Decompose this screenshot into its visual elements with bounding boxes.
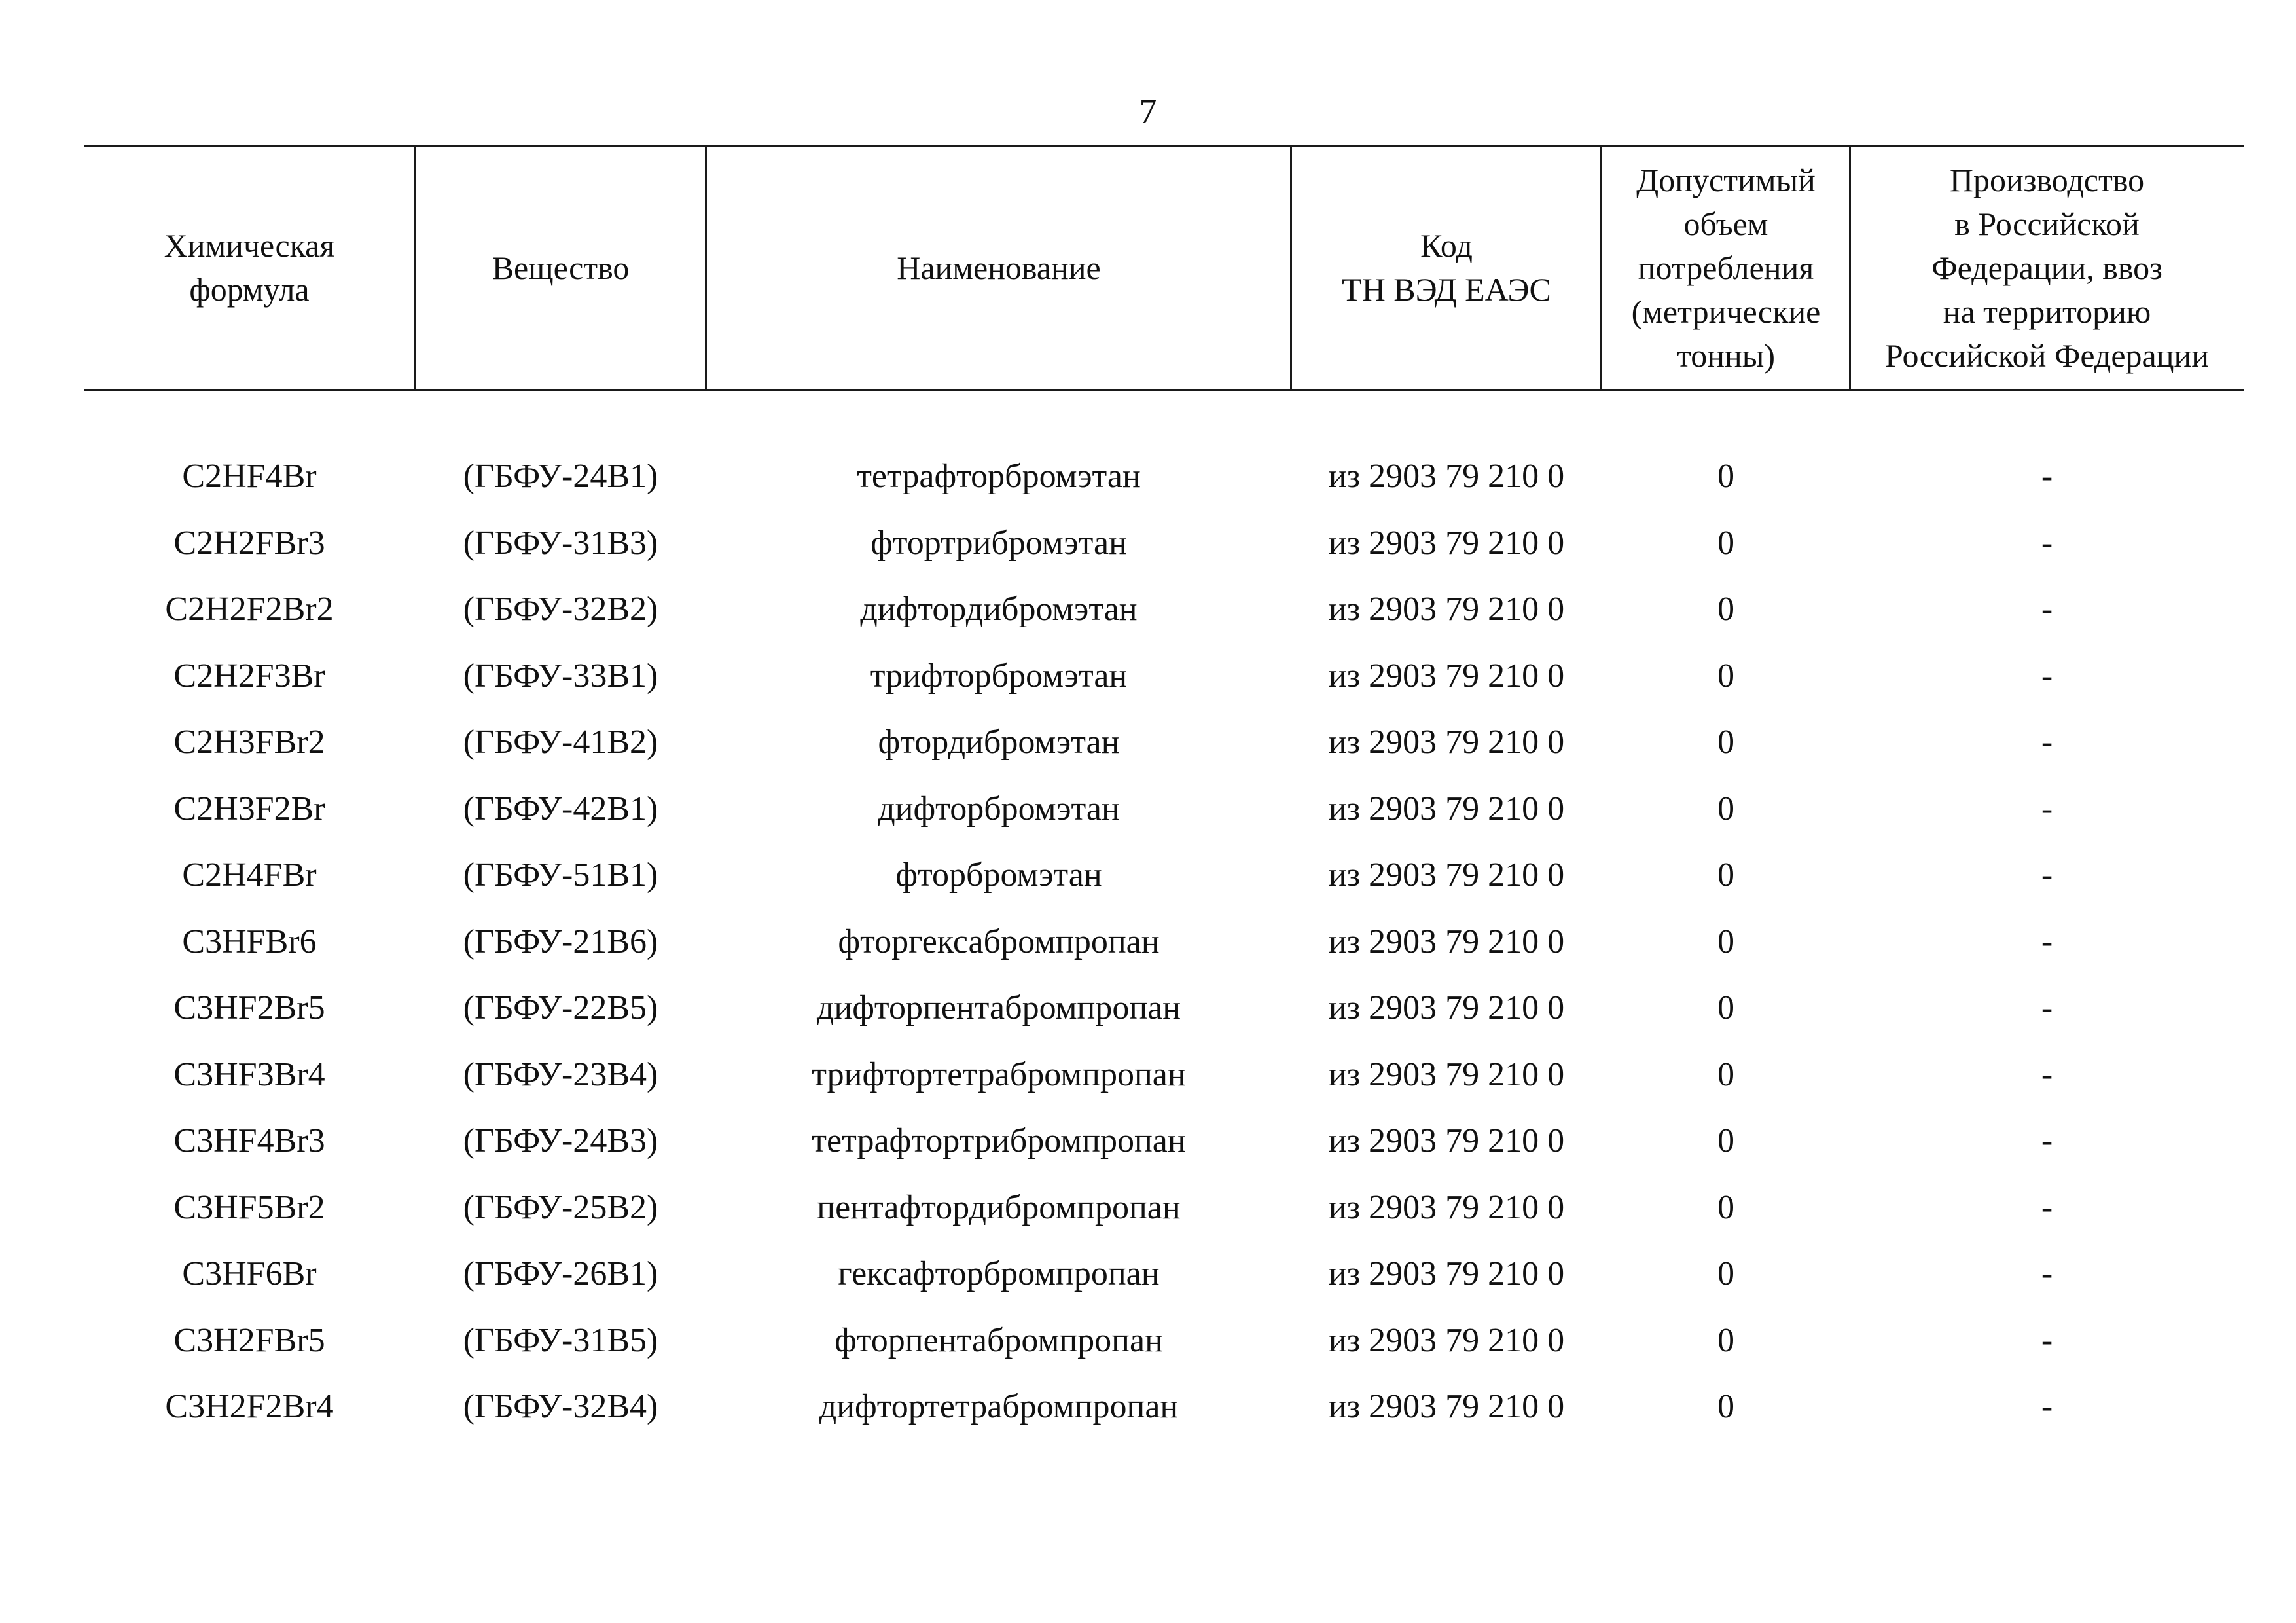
cell-substance: (ГБФУ-32B2) xyxy=(463,591,658,628)
cell-substance: (ГБФУ-41B2) xyxy=(463,723,658,761)
header-name: Наименование xyxy=(897,249,1101,286)
table-row xyxy=(84,1185,2244,1252)
table-row xyxy=(84,1251,2244,1318)
cell-chemical-formula: C3HF3Br4 xyxy=(173,1055,325,1093)
cell-chemical-formula: C2H2FBr3 xyxy=(173,524,325,562)
cell-name: тетрафтортрибромпропан xyxy=(812,1122,1186,1159)
table-row xyxy=(84,1384,2244,1451)
cell-chemical-formula: C3HF5Br2 xyxy=(173,1188,325,1226)
cell-chemical-formula: C3HF4Br3 xyxy=(173,1122,325,1159)
cell-chemical-formula: C3HFBr6 xyxy=(182,922,317,960)
table-row xyxy=(84,852,2244,919)
cell-substance: (ГБФУ-23B4) xyxy=(463,1055,658,1093)
table-row xyxy=(84,1118,2244,1185)
cell-substance: (ГБФУ-31B5) xyxy=(463,1321,658,1359)
cell-name: тетрафторбромэтан xyxy=(857,458,1141,495)
header-customs-code: Код ТН ВЭД ЕАЭС xyxy=(1342,227,1551,308)
cell-chemical-formula: C2H3F2Br xyxy=(173,790,325,828)
cell-name: дифтордибромэтан xyxy=(860,591,1138,628)
cell-customs-code: из 2903 79 210 0 xyxy=(1328,458,1565,495)
cell-production: - xyxy=(2041,1255,2053,1292)
cell-customs-code: из 2903 79 210 0 xyxy=(1328,1122,1565,1159)
cell-name: дифтортетрабромпропан xyxy=(819,1388,1179,1425)
cell-chemical-formula: C2H2F2Br2 xyxy=(165,591,334,628)
column-divider xyxy=(414,147,416,390)
cell-production: - xyxy=(2041,524,2053,562)
table-body xyxy=(84,454,2244,1451)
table-row xyxy=(84,919,2244,986)
table-row xyxy=(84,454,2244,520)
table-header-bottom-rule xyxy=(84,389,2244,391)
cell-name: дифторпентабромпропан xyxy=(816,989,1181,1027)
cell-allowed-volume: 0 xyxy=(1717,856,1734,894)
cell-chemical-formula: C2H3FBr2 xyxy=(173,723,325,761)
header-production-import: Производство в Российской Федерации, ввоз на территорию Российской Федерации xyxy=(1884,161,2210,374)
cell-substance: (ГБФУ-33B1) xyxy=(463,657,658,695)
cell-allowed-volume: 0 xyxy=(1717,1188,1734,1226)
cell-customs-code: из 2903 79 210 0 xyxy=(1328,856,1565,894)
table-row xyxy=(84,786,2244,853)
header-substance: Вещество xyxy=(492,249,630,286)
cell-customs-code: из 2903 79 210 0 xyxy=(1328,1055,1565,1093)
table-row xyxy=(84,1052,2244,1119)
cell-chemical-formula: C3HF6Br xyxy=(182,1255,317,1292)
cell-production: - xyxy=(2041,1122,2053,1159)
cell-production: - xyxy=(2041,989,2053,1027)
cell-customs-code: из 2903 79 210 0 xyxy=(1328,591,1565,628)
cell-name: пентафтордибромпропан xyxy=(817,1188,1181,1226)
cell-substance: (ГБФУ-22B5) xyxy=(463,989,658,1027)
header-allowed-consumption: Допустимый объем потребления (метрические тонны) xyxy=(1631,161,1821,374)
cell-name: трифторбромэтан xyxy=(870,657,1128,695)
column-divider xyxy=(1849,147,1851,390)
cell-chemical-formula: C3H2FBr5 xyxy=(173,1321,325,1359)
cell-substance: (ГБФУ-24B1) xyxy=(463,458,658,495)
cell-name: гексафторбромпропан xyxy=(838,1255,1160,1292)
cell-chemical-formula: C2HF4Br xyxy=(182,458,317,495)
cell-substance: (ГБФУ-32B4) xyxy=(463,1388,658,1425)
cell-allowed-volume: 0 xyxy=(1717,1122,1734,1159)
cell-chemical-formula: C2H2F3Br xyxy=(173,657,325,695)
table-row xyxy=(84,653,2244,720)
cell-allowed-volume: 0 xyxy=(1717,1321,1734,1359)
cell-production: - xyxy=(2041,657,2053,695)
cell-name: фторпентабромпропан xyxy=(834,1321,1163,1359)
page-number: 7 xyxy=(1139,92,1157,131)
cell-production: - xyxy=(2041,1055,2053,1093)
cell-name: фторгексабромпропан xyxy=(838,922,1160,960)
cell-substance: (ГБФУ-42B1) xyxy=(463,790,658,828)
cell-name: трифтортетрабромпропан xyxy=(812,1055,1186,1093)
cell-name: фтордибромэтан xyxy=(878,723,1120,761)
cell-customs-code: из 2903 79 210 0 xyxy=(1328,790,1565,828)
cell-allowed-volume: 0 xyxy=(1717,1255,1734,1292)
cell-production: - xyxy=(2041,856,2053,894)
cell-substance: (ГБФУ-24B3) xyxy=(463,1122,658,1159)
cell-customs-code: из 2903 79 210 0 xyxy=(1328,1255,1565,1292)
cell-customs-code: из 2903 79 210 0 xyxy=(1328,1321,1565,1359)
cell-production: - xyxy=(2041,458,2053,495)
cell-production: - xyxy=(2041,1188,2053,1226)
cell-customs-code: из 2903 79 210 0 xyxy=(1328,922,1565,960)
table-row xyxy=(84,985,2244,1052)
cell-substance: (ГБФУ-31B3) xyxy=(463,524,658,562)
cell-allowed-volume: 0 xyxy=(1717,591,1734,628)
column-divider xyxy=(1600,147,1602,390)
cell-chemical-formula: C3H2F2Br4 xyxy=(165,1388,334,1425)
cell-production: - xyxy=(2041,591,2053,628)
cell-name: фторбромэтан xyxy=(895,856,1102,894)
table-row xyxy=(84,520,2244,587)
cell-customs-code: из 2903 79 210 0 xyxy=(1328,723,1565,761)
table-row xyxy=(84,720,2244,786)
cell-chemical-formula: C2H4FBr xyxy=(182,856,317,894)
header-chemical-formula: Химическая формула xyxy=(164,227,335,308)
cell-customs-code: из 2903 79 210 0 xyxy=(1328,657,1565,695)
cell-substance: (ГБФУ-25B2) xyxy=(463,1188,658,1226)
cell-customs-code: из 2903 79 210 0 xyxy=(1328,989,1565,1027)
table-row xyxy=(84,1318,2244,1385)
cell-production: - xyxy=(2041,1388,2053,1425)
cell-substance: (ГБФУ-51B1) xyxy=(463,856,658,894)
cell-customs-code: из 2903 79 210 0 xyxy=(1328,524,1565,562)
cell-allowed-volume: 0 xyxy=(1717,723,1734,761)
cell-allowed-volume: 0 xyxy=(1717,524,1734,562)
cell-substance: (ГБФУ-26B1) xyxy=(463,1255,658,1292)
cell-production: - xyxy=(2041,790,2053,828)
table-header xyxy=(84,147,2244,389)
cell-name: дифторбромэтан xyxy=(878,790,1120,828)
cell-allowed-volume: 0 xyxy=(1717,989,1734,1027)
column-divider xyxy=(705,147,707,390)
cell-allowed-volume: 0 xyxy=(1717,790,1734,828)
cell-production: - xyxy=(2041,1321,2053,1359)
cell-allowed-volume: 0 xyxy=(1717,458,1734,495)
cell-allowed-volume: 0 xyxy=(1717,657,1734,695)
cell-allowed-volume: 0 xyxy=(1717,1388,1734,1425)
table-row xyxy=(84,587,2244,653)
column-divider xyxy=(1290,147,1292,390)
cell-chemical-formula: C3HF2Br5 xyxy=(173,989,325,1027)
cell-name: фтортрибромэтан xyxy=(870,524,1127,562)
cell-substance: (ГБФУ-21B6) xyxy=(463,922,658,960)
cell-allowed-volume: 0 xyxy=(1717,1055,1734,1093)
cell-customs-code: из 2903 79 210 0 xyxy=(1328,1188,1565,1226)
cell-customs-code: из 2903 79 210 0 xyxy=(1328,1388,1565,1425)
cell-allowed-volume: 0 xyxy=(1717,922,1734,960)
cell-production: - xyxy=(2041,723,2053,761)
cell-production: - xyxy=(2041,922,2053,960)
